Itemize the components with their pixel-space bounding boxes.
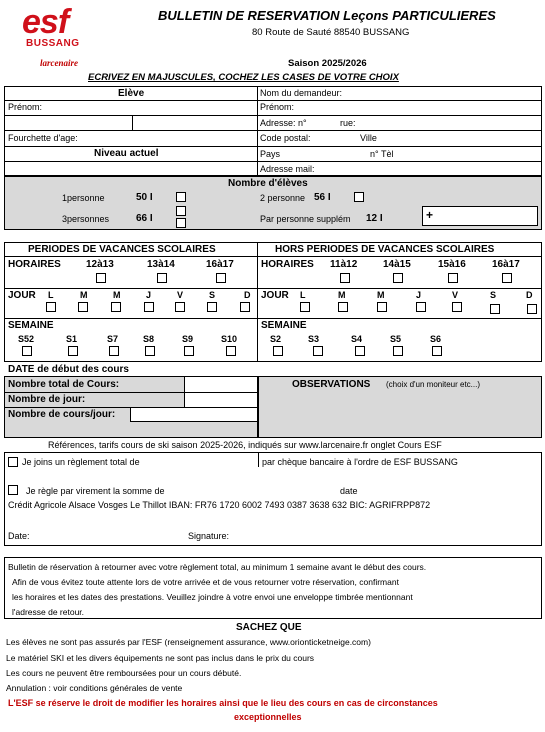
school-day-v: V [177,290,184,300]
school-hour-12-checkbox[interactable] [96,273,106,283]
school-week-s10-checkbox[interactable] [226,346,236,356]
country-label: Pays [260,149,281,159]
school-hour-12: 12à13 [86,259,114,270]
school-week-s9-checkbox[interactable] [184,346,194,356]
transfer-date-label: date [340,486,358,496]
school-day-d-checkbox[interactable] [240,302,250,312]
school-hour-16: 16à17 [206,259,234,270]
off-day-l: L [300,290,306,300]
student-firstname-label: Prénom: [8,102,43,112]
requester-name-label: Nom du demandeur: [260,88,343,98]
brand-name: larcenaire [40,58,78,68]
plus-sign: + [426,208,434,222]
off-hour-16: 16à17 [492,259,520,270]
off-hour-16-checkbox[interactable] [502,273,512,283]
school-day-d: D [244,290,251,300]
off-day-d-checkbox[interactable] [527,304,537,314]
bank-details: Crédit Agricole Alsace Vosges Le Thillot IBAN: FR76 1720 6002 7493 0387 3638 632 BIC: AGRIFRPP872 [8,500,431,510]
two-persons-label: 2 personne [260,193,306,203]
observations-label: OBSERVATIONS [292,379,371,390]
off-day-s-checkbox[interactable] [490,304,500,314]
off-day-v-checkbox[interactable] [452,302,462,312]
school-hour-16-checkbox[interactable] [216,273,226,283]
off-day-m1-checkbox[interactable] [338,302,348,312]
off-day-j: J [416,290,422,300]
students-count-heading: Nombre d'élèves [228,178,308,189]
off-day-d: D [526,290,533,300]
notice-line-3: les horaires et les dates des prestations. Veuillez joindre à votre envoi une enveloppe timbrée mentionnant [12,592,413,602]
school-week-s7: S7 [107,334,119,344]
date-label: Date: [8,531,30,541]
days-count-input[interactable] [184,392,257,407]
off-week-s6: S6 [430,334,442,344]
transfer-label: Je règle par virement la somme de [26,486,165,496]
off-day-m2: M [377,290,385,300]
off-week-s3-checkbox[interactable] [313,346,323,356]
instruction: ECRIVEZ EN MAJUSCULES, COCHEZ LES CASES DE VOTRE CHOIX [88,72,399,83]
off-hour-15-checkbox[interactable] [448,273,458,283]
level-label: Niveau actuel [94,148,159,159]
off-holidays-heading: HORS PERIODES DE VACANCES SCOLAIRES [275,244,495,255]
off-week-s4: S4 [351,334,363,344]
school-week-s1: S1 [66,334,78,344]
school-week-s9: S9 [182,334,194,344]
days-count-label: Nombre de jour: [8,394,86,405]
off-hour-14-checkbox[interactable] [393,273,403,283]
requester-street-label: rue: [340,118,356,128]
school-day-s-checkbox[interactable] [207,302,217,312]
school-holidays-heading: PERIODES DE VACANCES SCOLAIRES [28,244,216,255]
signature-label: Signature: [188,531,230,541]
school-week-s1-checkbox[interactable] [68,346,78,356]
esf-logo: esf [22,3,69,41]
extra-person-label: Par personne supplém [260,214,351,224]
email-label: Adresse mail: [260,164,315,174]
off-day-v: V [452,290,459,300]
school-hours-label: HORAIRES [8,259,61,270]
off-day-label: JOUR [261,290,289,301]
school-day-m2-checkbox[interactable] [111,302,121,312]
off-week-s6-checkbox[interactable] [432,346,442,356]
school-week-s8: S8 [143,334,155,344]
notice-line-2: Afin de vous évitez toute attente lors de votre arrivée et de vous retourner votre réservation, confirmant [12,577,399,587]
start-date-label: DATE de début des cours [8,364,129,375]
three-persons-checkbox[interactable] [176,218,186,228]
school-week-s10: S10 [221,334,238,344]
address: 80 Route de Sauté 88540 BUSSANG [252,27,410,38]
one-person-extra-checkbox[interactable] [176,206,186,216]
off-week-s3: S3 [308,334,320,344]
off-week-s5-checkbox[interactable] [393,346,403,356]
school-day-j: J [146,290,152,300]
info-line-1: Les élèves ne sont pas assurés par l'ESF (renseignement assurance, www.orionticketneige.com) [6,637,371,647]
three-persons-price: 66 I [136,213,153,224]
age-range-label: Fourchette d'age: [8,133,78,143]
page-title: BULLETIN DE RESERVATION Leçons PARTICULIERES [158,8,496,23]
observations-hint: (choix d'un moniteur etc...) [386,380,481,389]
school-day-m1: M [80,290,88,300]
school-week-s7-checkbox[interactable] [109,346,119,356]
off-day-m2-checkbox[interactable] [377,302,387,312]
courses-per-day-label: Nombre de cours/jour: [8,409,116,420]
off-day-m1: M [338,290,346,300]
one-person-label: 1personne [62,193,105,203]
extra-person-price: 12 I [366,213,383,224]
off-hour-11-checkbox[interactable] [340,273,350,283]
off-hour-11: 11à12 [330,259,358,270]
info-line-2: Le matériel SKI et les divers équipements ne sont pas inclus dans le prix du cours [6,653,315,663]
notice-line-4: l'adresse de retour. [12,607,85,617]
total-courses-label: Nombre total de Cours: [8,379,120,390]
school-day-m1-checkbox[interactable] [78,302,88,312]
off-day-l-checkbox[interactable] [300,302,310,312]
one-person-price: 50 I [136,192,153,203]
school-hour-13: 13à14 [147,259,175,270]
school-day-v-checkbox[interactable] [175,302,185,312]
total-payment-label: Je joins un règlement total de [22,457,140,467]
school-day-l-checkbox[interactable] [46,302,56,312]
requester-firstname-label: Prénom: [260,102,295,112]
off-day-s: S [490,290,497,300]
school-week-label: SEMAINE [8,320,54,331]
courses-per-day-input[interactable] [130,407,257,422]
student-heading: Elève [118,88,145,99]
postal-code-label: Code postal: [260,133,311,143]
school-day-l: L [48,290,54,300]
city-label: Ville [360,133,377,143]
off-hour-14: 14à15 [383,259,411,270]
school-week-s52-checkbox[interactable] [22,346,32,356]
off-week-s4-checkbox[interactable] [355,346,365,356]
requester-address-label: Adresse: n° [260,118,307,128]
off-day-j-checkbox[interactable] [416,302,426,312]
references-text: Références, tarifs cours de ski saison 2025-2026, indiqués sur www.larcenaire.fr onglet Cours ESF [48,440,442,450]
info-line-3: Les cours ne peuvent être remboursées pour un cours débuté. [6,668,242,678]
school-day-label: JOUR [8,290,36,301]
total-payment-checkbox[interactable] [8,457,18,467]
total-courses-input[interactable] [184,377,257,392]
one-person-checkbox[interactable] [176,192,186,202]
info-heading: SACHEZ QUE [236,622,302,633]
warning-line-1: L'ESF se réserve le droit de modifier les horaires ainsi que le lieu des cours en cas de circonstances [8,698,438,708]
info-line-4: Annulation : voir conditions générales de vente [6,683,183,693]
school-day-s: S [209,290,216,300]
school-day-m2: M [113,290,121,300]
transfer-checkbox[interactable] [8,485,18,495]
school-week-s8-checkbox[interactable] [145,346,155,356]
school-hour-13-checkbox[interactable] [157,273,167,283]
cheque-order-label: par chèque bancaire à l'ordre de ESF BUSSANG [262,457,458,467]
off-week-s2-checkbox[interactable] [273,346,283,356]
off-hour-15: 15à16 [438,259,466,270]
off-hours-label: HORAIRES [261,259,314,270]
season: Saison 2025/2026 [288,58,367,69]
off-week-s2: S2 [270,334,282,344]
school-day-j-checkbox[interactable] [144,302,154,312]
logo-subtitle: BUSSANG [26,38,80,49]
phone-label: n° Tèl [370,149,394,159]
warning-line-2: exceptionnelles [234,712,302,722]
extra-person-input[interactable] [422,206,538,226]
notice-line-1: Bulletin de réservation à retourner avec votre règlement total, au minimum 1 semaine avant le début des cours. [8,562,427,572]
off-week-s5: S5 [390,334,402,344]
two-persons-price: 56 I [314,192,331,203]
two-persons-checkbox[interactable] [354,192,364,202]
school-week-s52: S52 [18,334,35,344]
off-week-label: SEMAINE [261,320,307,331]
three-persons-label: 3personnes [62,214,110,224]
